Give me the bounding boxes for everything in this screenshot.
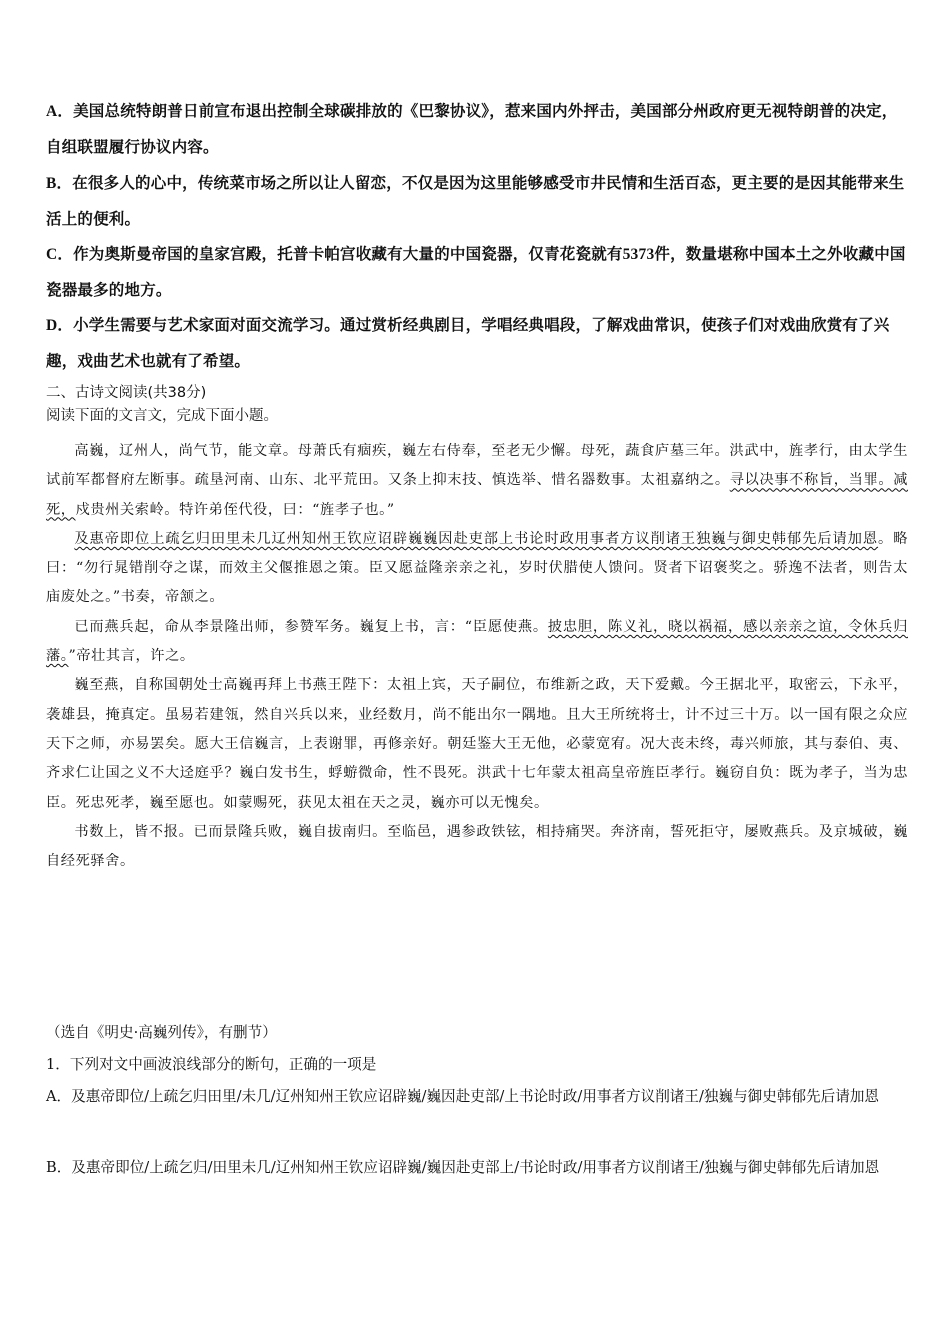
option-c: C．作为奥斯曼帝国的皇家宫殿，托普卡帕宫收藏有大量的中国瓷器，仅青花瓷就有5373件，数量堪称中国本土之外收藏中国瓷器最多的地方。: [46, 246, 906, 299]
wavy-underlined-sentence: 披忠胆，陈义礼，晓以祸福，感以亲亲之谊，令休兵归藩。: [46, 618, 908, 665]
passage-paragraph: 高巍，辽州人，尚气节，能文章。母萧氏有痼疾，巍左右侍奉，至老无少懈。母死，蔬食庐墓三年。洪武中，旌孝行，由太学生试前军都督府左断事。疏垦河南、山东、北平荒田。又条上抑末技、慎选举、惜名器数事。太祖嘉纳之。寻以决事不称旨，当罪。减死，戍贵州关索岭。特许弟侄代役，曰：“旌孝子也。”: [46, 443, 909, 518]
source-citation: （选自《明史·高巍列传》，有删节）: [46, 1024, 277, 1041]
question-option-a: A．及惠帝即位/上疏乞归田里/未几/辽州知州王钦应诏辟巍/巍因赴吏部/上书论时政/用事者方议削诸王/独巍与御史韩郁先后请加恩: [46, 1088, 880, 1105]
question-option-b: B．及惠帝即位/上疏乞归/田里未几/辽州知州王钦应诏辟巍/巍因赴吏部上/书论时政/用事者方议削诸王/独巍与御史韩郁先后请加恩: [46, 1159, 880, 1176]
option-a: A．美国总统特朗普日前宣布退出控制全球碳排放的《巴黎协议》，惹来国内外抨击，美国部分州政府更无视特朗普的决定，自组联盟履行协议内容。: [46, 103, 898, 156]
passage-paragraph: 已而燕兵起，命从李景隆出师，参赞军务。巍复上书，言：“臣愿使燕。披忠胆，陈义礼，晓以祸福，感以亲亲之谊，令休兵归藩。”帝壮其言，许之。: [46, 618, 908, 665]
option-d: D．小学生需要与艺术家面对面交流学习。通过赏析经典剧目，学唱经典唱段，了解戏曲常识，使孩子们对戏曲欣赏有了兴趣，戏曲艺术也就有了希望。: [46, 317, 890, 370]
section-instruction: 阅读下面的文言文，完成下面小题。: [46, 408, 278, 424]
wavy-underlined-sentence: 及惠帝即位上疏乞归田里未几辽州知州王钦应诏辟巍巍因赴吏部上书论时政用事者方议削诸王独巍与御史韩郁先后请加恩: [74, 530, 879, 547]
wavy-underlined-sentence: 寻以决事不称旨，当罪。减死，: [46, 472, 909, 518]
passage-paragraph: 巍至燕，自称国朝处士高巍再拜上书燕王陛下：太祖上宾，天子嗣位，布维新之政，天下爱戴。今王据北平，取密云，下永平，袭雄县，掩真定。虽易若建瓴，然自兴兵以来，业经数月，尚不能出尔一隅地。且大王所统将士，计不过三十万。以一国有限之众应天下之师，亦易罢矣。愿大王信巍言，上表谢罪，再修亲好。朝廷鉴大王无他，必蒙宽宥。况大丧未终，毒兴师旅，其与泰伯、夷、齐求仁让国之义不大迳庭乎？巍白发书生，蜉蝣微命，性不畏死。洪武十七年蒙太祖高皇帝旌臣孝行。巍窃自负：既为孝子，当为忠臣。死忠死孝，巍至愿也。如蒙赐死，获见太祖在天之灵，巍亦可以无愧矣。: [46, 677, 908, 811]
passage-paragraph: 书数上，皆不报。已而景隆兵败，巍自拔南归。至临邑，遇参政铁铉，相持痛哭。奔济南，誓死拒守，屡败燕兵。及京城破，巍自经死驿舍。: [46, 823, 908, 870]
section-heading: 二、古诗文阅读(共38分): [46, 385, 207, 401]
option-b: B．在很多人的心中，传统菜市场之所以让人留恋，不仅是因为这里能够感受市井民情和生活百态，更主要的是因其能带来生活上的便利。: [46, 175, 905, 228]
passage-paragraph: 及惠帝即位上疏乞归田里未几辽州知州王钦应诏辟巍巍因赴吏部上书论时政用事者方议削诸王独巍与御史韩郁先后请加恩。略曰：“勿行晁错削夺之谋，而效主父偃推恩之策。臣又愿益隆亲亲之礼，岁时伏腊使人馈问。贤者下诏褒奖之。骄逸不法者，则告太庙废处之。”书奏，帝颔之。: [46, 530, 908, 606]
question-stem: 1．下列对文中画波浪线部分的断句，正确的一项是: [46, 1056, 377, 1073]
classical-passage: [46, 437, 908, 876]
